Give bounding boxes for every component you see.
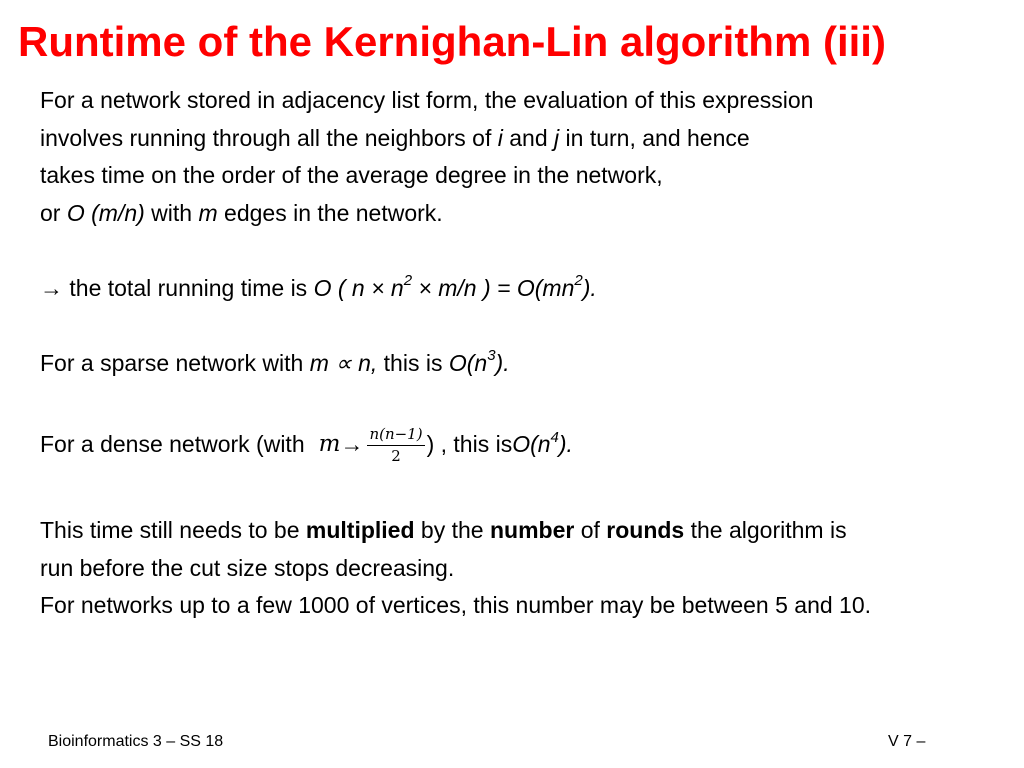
footer-course: Bioinformatics 3 – SS 18 bbox=[48, 733, 224, 750]
paragraph-total-runtime bbox=[40, 270, 1000, 308]
text-span: → the total running time is bbox=[40, 275, 314, 301]
expr-o-n4 bbox=[512, 426, 573, 464]
text-span: For networks up to a few 1000 of vertices, this number may be between 5 and 10. bbox=[40, 592, 872, 618]
superscript: 3 bbox=[487, 346, 496, 364]
paragraph-rounds-line-3 bbox=[40, 587, 1000, 625]
bold-multiplied: multiplied bbox=[305, 517, 415, 543]
bold-number: number bbox=[489, 517, 575, 543]
text-span: ) , this is bbox=[426, 431, 513, 458]
text-span: For a network stored in adjacency list form, the evaluation of this expression bbox=[40, 87, 814, 113]
text-span: by the bbox=[414, 517, 490, 543]
text-span: ). bbox=[558, 431, 573, 458]
superscript: 2 bbox=[574, 272, 583, 290]
text-span: involves running through all the neighbors of bbox=[40, 124, 498, 151]
text-span: this is bbox=[377, 349, 449, 376]
text-span: in turn, and hence bbox=[565, 124, 750, 151]
text-span: ). bbox=[495, 349, 510, 376]
expr-o-m-over-n: O (m/n) bbox=[66, 199, 145, 226]
paragraph-adjacency-line-1 bbox=[40, 82, 1000, 120]
var-j: j bbox=[554, 124, 566, 151]
text-span: This time still needs to be bbox=[40, 517, 306, 543]
paragraph-adjacency-line-2 bbox=[40, 120, 1000, 158]
text-span: ). bbox=[582, 275, 597, 301]
spacer bbox=[40, 473, 1000, 512]
text-span: and bbox=[502, 124, 555, 151]
spacer bbox=[40, 382, 1000, 417]
expr-m-prop-n: m ∝ n, bbox=[309, 349, 378, 376]
var-m: m bbox=[198, 199, 218, 226]
paragraph-adjacency-line-3 bbox=[40, 157, 1000, 195]
text-span: O(n bbox=[448, 349, 488, 376]
text-span: of bbox=[574, 517, 607, 543]
text-span: takes time on the order of the average degree in the network, bbox=[40, 162, 663, 188]
text-span: × m/n ) = O(mn bbox=[412, 275, 575, 301]
spacer bbox=[40, 308, 1000, 345]
fraction-numerator: n(n−1) bbox=[367, 426, 424, 446]
slide-title: Runtime of the Kernighan-Lin algorithm (iii) bbox=[18, 18, 886, 65]
text-span: For a sparse network with bbox=[40, 349, 310, 376]
slide-body bbox=[40, 82, 1000, 625]
fraction-denominator: 2 bbox=[391, 446, 401, 465]
text-span: O(n bbox=[512, 431, 551, 458]
var-m: m bbox=[318, 431, 341, 458]
spacer bbox=[40, 232, 1000, 270]
var-i: i bbox=[497, 124, 503, 151]
arrow-symbol: → bbox=[340, 431, 364, 458]
superscript: 4 bbox=[550, 428, 559, 446]
text-span: For a dense network (with bbox=[40, 431, 305, 458]
text-span: the algorithm is bbox=[684, 517, 847, 543]
paragraph-rounds-line-1 bbox=[40, 512, 1000, 550]
paragraph-adjacency-line-4 bbox=[40, 195, 1000, 233]
footer-slide-number: V 7 – bbox=[888, 733, 926, 750]
text-span: with bbox=[144, 199, 199, 226]
paragraph-dense-network bbox=[40, 417, 1000, 473]
text-span: edges in the network. bbox=[217, 199, 443, 226]
text-span: or bbox=[40, 199, 67, 226]
expr-o-n3 bbox=[448, 346, 510, 376]
text-span: run before the cut size stops decreasing. bbox=[40, 554, 455, 581]
text-span: O ( n × n bbox=[313, 275, 404, 301]
bold-rounds: rounds bbox=[606, 517, 685, 543]
superscript: 2 bbox=[403, 272, 413, 290]
paragraph-rounds-line-2 bbox=[40, 550, 1000, 588]
paragraph-sparse-network bbox=[40, 345, 1000, 383]
expr-total-runtime bbox=[313, 272, 597, 301]
fraction bbox=[367, 426, 424, 465]
